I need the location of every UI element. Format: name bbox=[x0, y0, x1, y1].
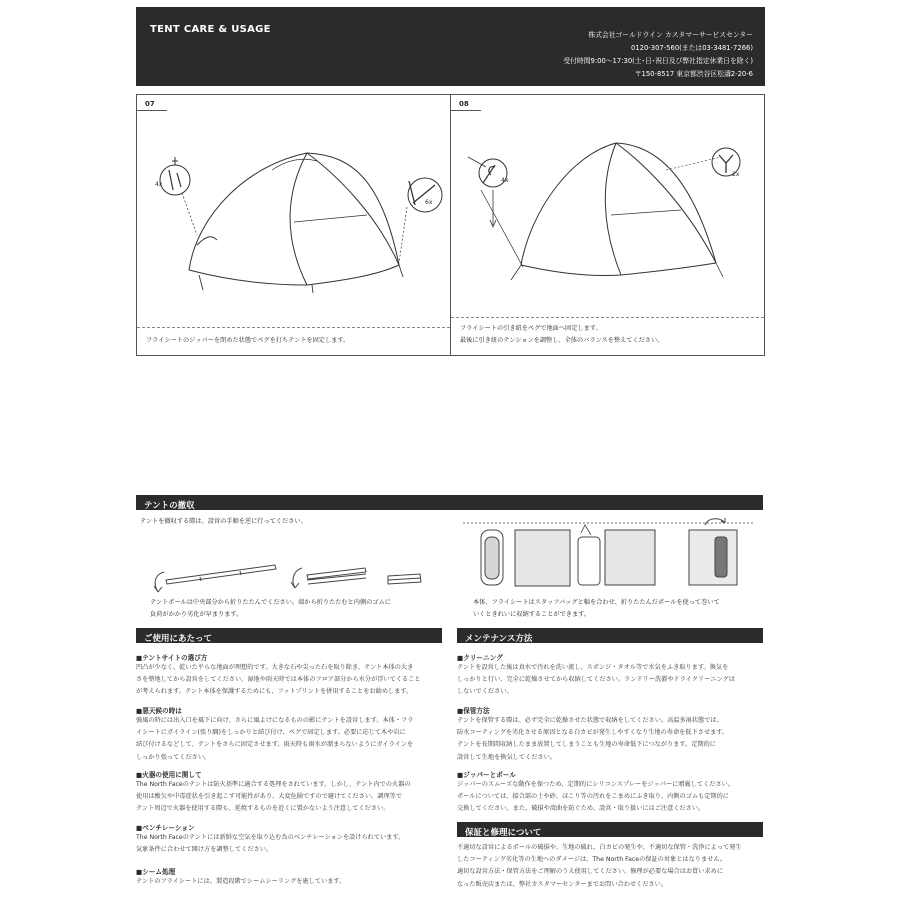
usage-item-text: テントのフライシートには、製造段階でシームシーリングを施しています。 bbox=[136, 878, 346, 885]
address: 〒150-8517 東京都渋谷区松濤2-20-6 bbox=[634, 70, 753, 78]
usage-item-title: ■テントサイトの選び方 bbox=[136, 654, 208, 662]
phone-number: 0120-307-560(または03-3481-7266) bbox=[631, 44, 753, 52]
usage-item-text: 強風の時には出入口を風下に向け、さらに風よけになるものの影にテントを設営します。本体・フラ イシートにガイライン(張り綱)をしっかりと結び付け、ペグで固定します。必要に応じて木や岩に 結び付けるなどして、テントをさらに固定させます。雨天時も雨水が溜まらないようにガイラインを しっかり張ってください。 bbox=[136, 717, 414, 761]
section-title: メンテナンス方法 bbox=[465, 634, 533, 644]
usage-item-text: The North Faceのテントは防火基準に適合する処理をされています。しかし、テント内での火器の 使用は酸欠や中毒症状を引き起こす可能性があり、大変危険ですので避けてください。調理等で テント周辺で火器を使用する際も、延焼するものを近くに置かないよう注意してください。 bbox=[136, 781, 411, 813]
section-header-warranty bbox=[457, 822, 763, 837]
maintenance-item-text: テントを保管する際は、必ず完全に乾燥させた状態で収納をしてください。高温多湿状態では、 防水コーティングを劣化させる原因となる白カビが発生しやすくなり生地の寿命を低下させます。 テントを長期間収納したまま放置してしまうことも生地の寿命低下につながります。定期的に 設営して生地を換気してください。 bbox=[457, 717, 729, 761]
section-title: 保証と修理について bbox=[465, 828, 542, 838]
packing-note-line-2: いくときれいに収納することができます。 bbox=[473, 611, 591, 618]
callout-count-right: 6x bbox=[425, 199, 433, 206]
step-08-caption-line-1: フライシートの引き紐をペグで地面へ固定します。 bbox=[460, 325, 602, 332]
callout-count-right: 2x bbox=[732, 171, 740, 178]
callout-count-left: 4x bbox=[501, 177, 509, 184]
section-header-usage bbox=[136, 628, 442, 643]
step-08-caption-line-2: 最後に引き紐のテンションを調整し、全体のバランスを整えてください。 bbox=[460, 337, 664, 344]
step-07-caption: フライシートのジッパーを閉めた状態でペグを打ちテントを固定します。 bbox=[146, 337, 350, 344]
takedown-intro: テントを撤収する際は、設営の手順を逆に行ってください。 bbox=[140, 518, 307, 525]
maintenance-item-title: ■保管方法 bbox=[457, 707, 490, 715]
company-name: 株式会社ゴールドウイン カスタマーサービスセンター bbox=[588, 31, 753, 39]
packing-illustration bbox=[463, 515, 763, 595]
step-07-panel bbox=[136, 94, 451, 356]
usage-item-text: The North Faceのテントには新鮮な空気を取り込む為のベンチレーションを設けられています。 気象条件に合わせて開け方を調整してください。 bbox=[136, 834, 405, 854]
pole-folding-note-line-1: テントポールは中央部分から折りたたんでください。端から折りたたむと内側のゴムに bbox=[150, 599, 391, 606]
maintenance-item-text: ジッパーのスムーズな動作を保つため、定期的にシリコンスプレーをジッパーに噴霧してください。 ポールについては、接合部の土や砂、ほこり等の汚れをこまめにふき取り、内側のゴムも定期的に 交換してください。また、破損や湾曲を防ぐため、設営・取り扱いにはご注意ください。 bbox=[457, 781, 735, 813]
step-number: 07 bbox=[145, 100, 155, 108]
business-hours: 受付時間9:00～17:30(土･日･祝日及び弊社指定休業日を除く) bbox=[563, 57, 753, 65]
usage-item-title: ■シーム処理 bbox=[136, 868, 176, 876]
packing-note-line-1: 本体、フライシートはスタッフバッグと幅を合わせ、折りたたんだポールを使って巻いて bbox=[473, 599, 720, 606]
step-number: 08 bbox=[459, 100, 469, 108]
section-header-takedown bbox=[136, 495, 763, 510]
document-title: TENT CARE & USAGE bbox=[150, 24, 271, 35]
usage-item-title: ■悪天候の時は bbox=[136, 707, 182, 715]
usage-item-title: ■ベンチレーション bbox=[136, 824, 195, 832]
maintenance-item-title: ■クリーニング bbox=[457, 654, 503, 662]
header-bar bbox=[136, 7, 765, 86]
usage-item-text: 凹凸が少なく、乾いた平らな地面が理想的です。大きな石や尖った石を取り除き、テント本体の大き さを整地してから設営をしてください。湿地や雨天時では本体のフロア部分から水分が浮いてくること が考えられます。テント本体を保護するためにも、フットプリントを併用することをお勧めします。 bbox=[136, 664, 421, 696]
maintenance-item-title: ■ジッパーとポール bbox=[457, 771, 516, 779]
callout-count-left: 4x bbox=[155, 181, 163, 188]
tent-pegging-illustration bbox=[137, 95, 450, 325]
contact-info bbox=[563, 29, 753, 81]
usage-item-title: ■火器の使用に関して bbox=[136, 771, 202, 779]
section-title: テントの撤収 bbox=[144, 501, 195, 511]
warranty-text: 不適切な設営によるポールの破損や、生地の破れ、白カビの発生や、不適切な保管・洗浄によって発生 したコーティング劣化等の生地へのダメージは、The North Faceの保証の対象とはなりません。 適切な設営方法・保管方法をご理解のうえ使用してください。修理が必要な場合はお買い求めに なった販売店または、弊社カスタマーセンターまでお問い合わせください。 bbox=[457, 844, 742, 888]
maintenance-item-text: テントを設営した後は真水で汚れを洗い流し、スポンジ・タオル等で水気をふき取ります。換気を しっかりと行い、完全に乾燥させてから収納してください。ランドリー洗濯やドライクリーニングは しないでください。 bbox=[457, 664, 735, 696]
section-title: ご使用にあたって bbox=[144, 634, 213, 644]
section-header-maintenance bbox=[457, 628, 763, 643]
pole-folding-note-line-2: 負荷がかかり劣化が早まります。 bbox=[150, 611, 243, 618]
step-08-panel bbox=[450, 94, 765, 356]
guyline-illustration bbox=[451, 95, 764, 325]
